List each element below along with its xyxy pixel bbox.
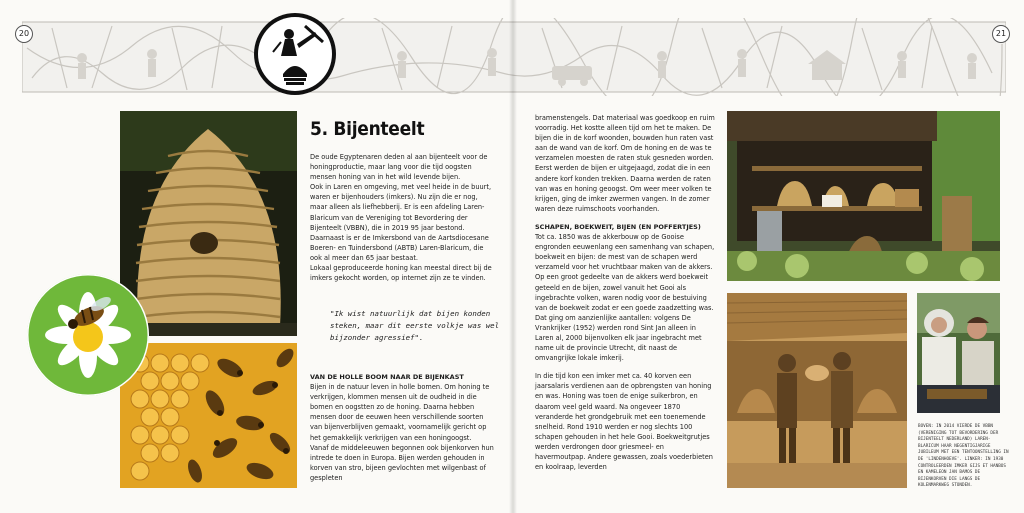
historic-beekeepers-photo bbox=[727, 293, 907, 488]
intro-paragraph-2: Ook in Laren en omgeving, met veel heide in de buurt, waren er bijenhouders (imkers). Nu zijn die er nog, maar alleen als liefhebberij. Er is een afdeling Laren-Blaricum van de Vereniging tot Bevordering der Bijenteelt (VBBN), die in 2019 95 jaar bestond. Daarnaast is er de Imkersbond van de Aartsdiocesane Boeren- en Tuindersbond (ABTB) Laren-Blaricum, die ook al meer dan 65 jaar bestaat. bbox=[310, 183, 492, 262]
intro-paragraph-3: Lokaal geproduceerde honing kan meestal direct bij de imkers gekocht worden, op internet zijn ze te vinden. bbox=[310, 264, 492, 283]
section-heading-holle-boom: VAN DE HOLLE BOOM NAAR DE BIJENKAST bbox=[310, 373, 464, 381]
intro-text-column bbox=[310, 152, 496, 283]
book-gutter bbox=[509, 0, 517, 513]
section-paragraph-holle-boom: Bijen in de natuur leven in holle bomen. Om honing te verkrijgen, klommen mensen uit de oudheid in die bomen en oogstten zo de honing. Daarna hebben mensen door de eeuwen heen verschillende soorten van bijenverblijven gemaakt, voornamelijk gericht op het gemakkelijk verkrijgen van een honingoogst. bbox=[310, 383, 490, 442]
right-paragraph-1: bramenstengels. Dat materiaal was goedkoop en ruim voorradig. Het kostte alleen tijd om het te maken. De bijen die in de korf woonden, bouwden hun raten vast aan de wand van de korf. Om de honing en de was te verzamelen moesten de raten stuk gesneden worden. Eerst werden de bijen er uitgejaagd, zodat die in een andere korf konden trekken. Daarna werden de raten van was en honing geoogst. Om weer meer volken te krijgen, ging de imker zwermen vangen. In de zomer waren deze ruimschoots voorhanden. bbox=[535, 114, 715, 213]
bee-on-daisy-photo bbox=[27, 274, 149, 396]
left-page-number: 20 bbox=[15, 25, 33, 43]
right-paragraph-2: Tot ca. 1850 was de akkerbouw op de Gooise engronden eeuwenlang een samenhang van schapen, boekweit en bijen: de mest van de schapen werd verzameld voor het vruchtbaar maken van de akkers. Op een groot gedeelte van de akkers werd boekweit geteeld en de bijen, zowel vanuit het Gooi als ingebrachte volken, waren nodig voor de bestuiving van de boekweit zodat er een goede zaadzetting was. Dat ging om aanzienlijke aantallen: volgens De Vrankrijker (1952) werden rond Sint Jan alleen in Laren al, 2000 bijenvolken elk jaar ingebracht met name uit de provincie Utrecht, dit naast de omvangrijke lokale imkerij. bbox=[535, 233, 715, 363]
honeycomb-bees-photo bbox=[120, 343, 297, 488]
intro-paragraph-1: De oude Egyptenaren deden al aan bijenteelt voor de honingproductie, maar lang voor die tijd oogsten mensen honing van in het wild levende bijen. bbox=[310, 153, 488, 182]
section-paragraph-middeleeuwen: Vanaf de middeleeuwen begonnen ook bijenkorven hun intrede te doen in Europa. Bijen werden gehouden in korven van stro, bijeen gevlochten met wilgenbast of gespleten bbox=[310, 443, 494, 482]
straw-skep-photo bbox=[120, 111, 297, 336]
right-paragraph-3: In die tijd kon een imker met ca. 40 korven een jaarsalaris verdienen aan de opbrengsten van honing en was. Honing was toen de enige suikerbron, en daarom veel geld waard. Na ongeveer 1870 veranderde het grondgebruik met een toenemende snelheid. Rond 1910 werden er nog slechts 100 schapen gehouden in het hele Gooi. Boekweitgrutjes werden verdrongen door griesmeel- en havermoutpap. Andere gewassen, zoals voederbieten en koolraap, leverden bbox=[535, 372, 713, 472]
bee-shed-photo bbox=[727, 111, 1000, 281]
photo-caption: BOVEN: IN 2014 VIERDE DE VBBN (VERENIGING TOT BEVORDERING DER BIJENTEELT NEDERLAND) LAREN-BLARICUM HAAR NEGENTIGJARIGE JUBILEUM MET EEN TENTOONSTELLING IN DE 'LINDENHOEVE'. LINKER: IN 1930 CONTROLEERDEN IMKER GIJS ET HANBOS EN KAMELEON JAN BAMOS DE BIJENKORVEN DIE LANGS DE KOLENMARKWEG STONDEN. bbox=[918, 424, 1009, 489]
section-holle-boom bbox=[310, 372, 496, 483]
beekeeper-medallion bbox=[253, 12, 337, 96]
chapter-title: 5. Bijenteelt bbox=[310, 118, 425, 140]
section-heading-schapen: SCHAPEN, BOEKWEIT, BIJEN (EN POFFERTJES) bbox=[535, 222, 701, 231]
right-page-number: 21 bbox=[992, 25, 1010, 43]
modern-beekeepers-photo bbox=[917, 293, 1000, 413]
beekeeper-quote: "Ik wist natuurlijk dat bijen konden steken, maar dit eerste volkje was wel bijzonder agressief". bbox=[330, 309, 500, 342]
right-text-column bbox=[535, 113, 715, 472]
